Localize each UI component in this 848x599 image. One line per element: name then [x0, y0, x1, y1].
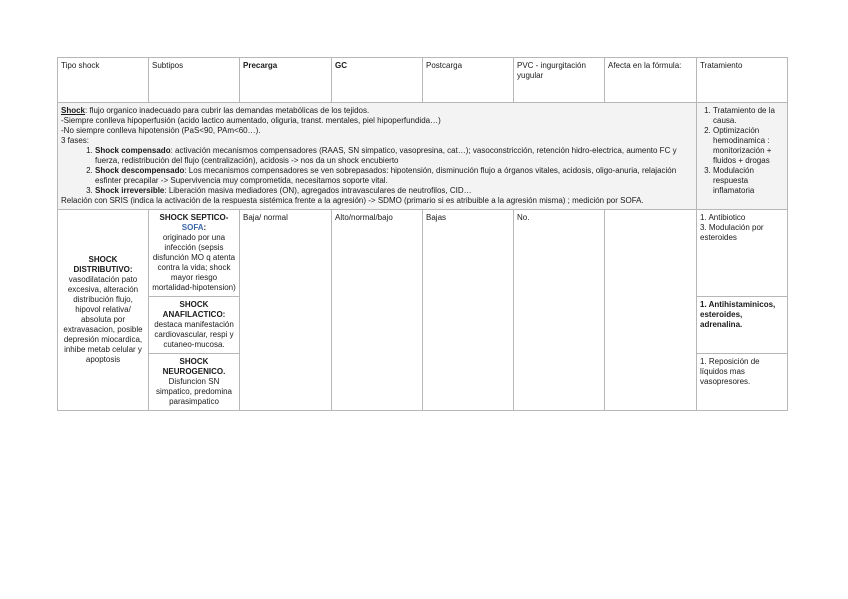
anaphylactic-treatment: 1. Antihistaminicos, esteroides, adrenalina.	[697, 297, 788, 354]
distributive-title: SHOCK DISTRIBUTIVO:	[73, 255, 133, 274]
neurogenic-description: Disfuncion SN simpatico, predomina parasimpatico	[155, 377, 233, 406]
distributive-description: vasodilatación pato excesiva, alteración distribución flujo, hipovol relativa/ absoluta por extravasacion, posible depresión miocardica, inhibe metab celular y apoptosis	[63, 275, 143, 364]
gc-cell: Alto/normal/bajo	[332, 210, 423, 411]
general-treatment-cell	[697, 103, 788, 210]
shock-term: Shock	[61, 106, 86, 115]
neurogenic-subtype-cell	[149, 354, 240, 411]
definition-line: -No siempre conlleva hipotensión (PaS<90, PAm<60…).	[61, 126, 261, 135]
septic-subtype-cell: SHOCK SEPTICO-SOFA: originado por una infección (sepsis disfunción MO q atenta contra la vida; shock mayor riesgo mortalidad-hipotension)	[149, 210, 240, 297]
header-formula: Afecta en la fórmula:	[605, 58, 697, 103]
subtype-row-septic	[58, 210, 788, 297]
header-subtipos: Subtipos	[149, 58, 240, 103]
septic-treatment: 3. Modulación por esteroides	[700, 223, 764, 242]
phases-list	[61, 146, 693, 196]
septic-treatment-cell	[697, 210, 788, 297]
phase-item: 1. Shock compensado: activación mecanismos compensadores (RAAS, SN simpatico, vasopresina, cat…); vasoconstricción, retención hidro-electrica, aumento FC y fuerza, redistribución del flujo (centralización), acidosis -> nos da un shock encubierto	[95, 146, 693, 166]
header-pvc: PVC - ingurgitación yugular	[514, 58, 605, 103]
septic-description: originado por una infección (sepsis disfunción MO q atenta contra la vida; shock mayor riesgo mortalidad-hipotension)	[152, 233, 236, 292]
definition-row	[58, 103, 788, 210]
anaphylactic-description: destaca manifestación cardiovascular, respi y cutaneo-mucosa.	[154, 320, 234, 349]
pvc-cell: No.	[514, 210, 605, 411]
phase-item: 3. Shock irreversible: Liberación masiva mediadores (ON), agregados intravasculares de neutrofilos, CID…	[95, 186, 693, 196]
definition-closing: Relación con SRIS (indica la activación de la respuesta sistémica frente a la agresión) -> SDMO (primario si es atribuible a la agresión misma) ; medición por SOFA.	[61, 196, 644, 205]
anaphylactic-subtype-cell	[149, 297, 240, 354]
anaphylactic-title: SHOCK ANAFILACTICO:	[162, 300, 226, 319]
sofa-link[interactable]: SOFA	[181, 223, 204, 232]
header-gc: GC	[332, 58, 423, 103]
treatment-list	[700, 106, 784, 196]
treatment-item: 3. Modulación respuesta inflamatoria	[713, 166, 784, 196]
shock-table	[57, 57, 788, 411]
formula-cell	[605, 210, 697, 411]
shock-definition: : flujo organico inadecuado para cubrir las demandas metabólicas de los tejidos.	[85, 106, 370, 115]
postcarga-cell: Bajas	[423, 210, 514, 411]
precarga-cell: Baja/ normal	[240, 210, 332, 411]
septic-title: SHOCK SEPTICO-	[159, 213, 229, 222]
neurogenic-title: SHOCK NEUROGENICO.	[162, 357, 226, 376]
header-row	[58, 58, 788, 103]
header-tipo: Tipo shock	[58, 58, 149, 103]
definition-line: -Siempre conlleva hipoperfusión (acido lactico aumentado, oliguria, transt. mentales, piel hipoperfundida…)	[61, 116, 441, 125]
distributive-cell	[58, 210, 149, 411]
shock-definition-cell	[58, 103, 697, 210]
phase-item: 2. Shock descompensado: Los mecanismos compensadores se ven sobrepasados: hipotensión, disminución flujo a órganos vitales, acidosis, oligo-anuria, relajación esfinter precapilar -> Supervivencia muy comprometida, necesitamos soporte vital.	[95, 166, 693, 186]
header-precarga: Precarga	[240, 58, 332, 103]
header-postcarga: Postcarga	[423, 58, 514, 103]
treatment-item: 1. Tratamiento de la causa.	[713, 106, 784, 126]
definition-line: 3 fases:	[61, 136, 90, 145]
neurogenic-treatment: 1. Reposición de líquidos mas vasopresores.	[697, 354, 788, 411]
septic-treatment: 1. Antibiotico	[700, 213, 746, 222]
header-tratamiento: Tratamiento	[697, 58, 788, 103]
treatment-item: 2. Optimización hemodinamica : monitorización + fluidos + drogas	[713, 126, 784, 166]
